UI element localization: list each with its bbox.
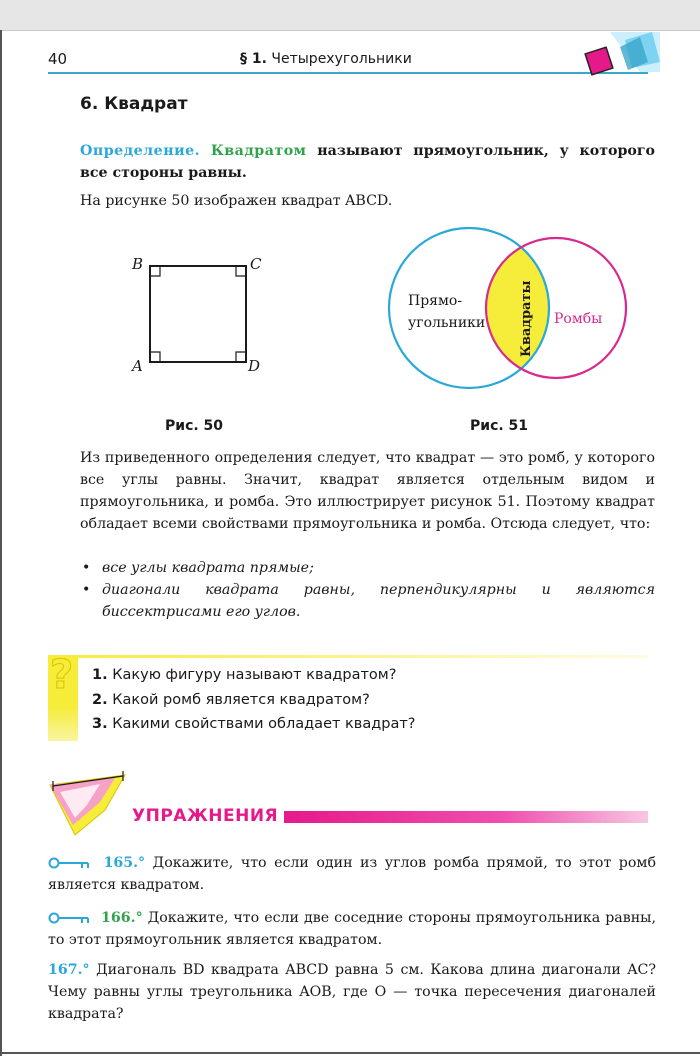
- exercise-text: Докажите, что если один из углов ромба прямой, то этот ромб является квадратом.: [48, 855, 657, 893]
- question-number: 2.: [92, 691, 108, 708]
- chapter-title: Четырехугольники: [271, 51, 412, 67]
- question-number: 3.: [92, 716, 108, 732]
- exercise-166: [48, 907, 656, 951]
- venn-label-squares: Квадраты: [519, 280, 534, 357]
- right-angle-b: [150, 266, 160, 276]
- section-title: 6. Квадрат: [80, 94, 188, 114]
- figure-51-caption: Рис. 51: [470, 418, 529, 434]
- exercise-text: Диагональ BD квадрата ABCD равна 5 см. Какова длина диагонали AC? Чему равны углы треугольника AOB, где O — точка пересечения диагоналей квадрата?: [48, 962, 656, 1022]
- questions-list: [92, 663, 416, 737]
- figure-50-caption: Рис. 50: [165, 418, 224, 434]
- question-text: Какими свойствами обладает квадрат?: [112, 716, 416, 732]
- viewer-top-bar: [0, 0, 700, 31]
- exercise-165: [48, 852, 656, 896]
- figure-50-square: [128, 250, 268, 380]
- exercises-title: УПРАЖНЕНИЯ: [132, 806, 279, 826]
- key-icon: [48, 912, 96, 924]
- definition-text: называют прямоугольник, у которого все стороны равны.: [80, 143, 655, 181]
- properties-list: [80, 557, 655, 623]
- definition-term: Квадратом: [210, 143, 307, 159]
- right-angle-a: [150, 352, 160, 362]
- question-item: [92, 663, 416, 688]
- question-text: Какую фигуру называют квадратом?: [112, 667, 397, 683]
- main-paragraph: Из приведенного определения следует, что квадрат — это ромб, у которого все углы равны. Значит, квадрат является отдельным видом и прямоугольника, и ромба. Это иллюстрирует рисунок 51. Поэтому квадрат обладает всеми свойствами прямоугольника и ромба. Отсюда следует, что:: [80, 450, 655, 532]
- right-angle-c: [236, 266, 246, 276]
- question-item: [92, 712, 416, 737]
- definition-paragraph: [80, 140, 655, 184]
- questions-top-rule: [48, 655, 648, 658]
- page-frame-left: [0, 30, 2, 1056]
- vertex-label-c: C: [250, 255, 262, 273]
- venn-label-rectangles-1: Прямо-: [408, 293, 463, 309]
- vertex-label-a: A: [132, 357, 143, 375]
- question-number: 1.: [92, 667, 108, 683]
- header-decoration-icon: [570, 32, 660, 82]
- venn-label-rectangles-2: угольники: [408, 315, 486, 331]
- right-angle-d: [236, 352, 246, 362]
- question-mark-icon: ?: [50, 652, 74, 698]
- venn-label-rhombi: Ромбы: [554, 311, 603, 327]
- definition-label: Определение.: [80, 143, 201, 159]
- chapter-heading: [240, 51, 412, 67]
- question-text: Какой ромб является квадратом?: [112, 691, 370, 708]
- exercise-167: [48, 959, 656, 1025]
- exercise-number: 166.°: [101, 910, 143, 926]
- figure-51-venn-diagram: [384, 225, 646, 395]
- exercise-text: Докажите, что если две соседние стороны прямоугольника равны, то этот прямоугольник является квадратом.: [48, 910, 656, 948]
- chapter-prefix: § 1.: [240, 51, 267, 67]
- page-number: 40: [48, 50, 68, 68]
- property-item: • все углы квадрата прямые;: [80, 557, 655, 579]
- square-abcd: [150, 266, 246, 362]
- page-frame-bottom: [0, 1052, 700, 1054]
- vertex-label-d: D: [248, 357, 261, 375]
- question-item: [92, 688, 416, 713]
- intro-paragraph: На рисунке 50 изображен квадрат ABCD.: [80, 193, 393, 209]
- exercise-number: 165.°: [103, 855, 146, 871]
- property-item: • диагонали квадрата равны, перпендикулярны и являются биссектрисами его углов.: [80, 579, 655, 623]
- key-icon: [48, 857, 96, 869]
- ruler-triangle-icon: [45, 770, 135, 840]
- header-rule: [48, 72, 648, 74]
- vertex-label-b: B: [132, 255, 144, 273]
- exercises-title-bar: [284, 811, 648, 823]
- exercise-number: 167.°: [48, 962, 90, 978]
